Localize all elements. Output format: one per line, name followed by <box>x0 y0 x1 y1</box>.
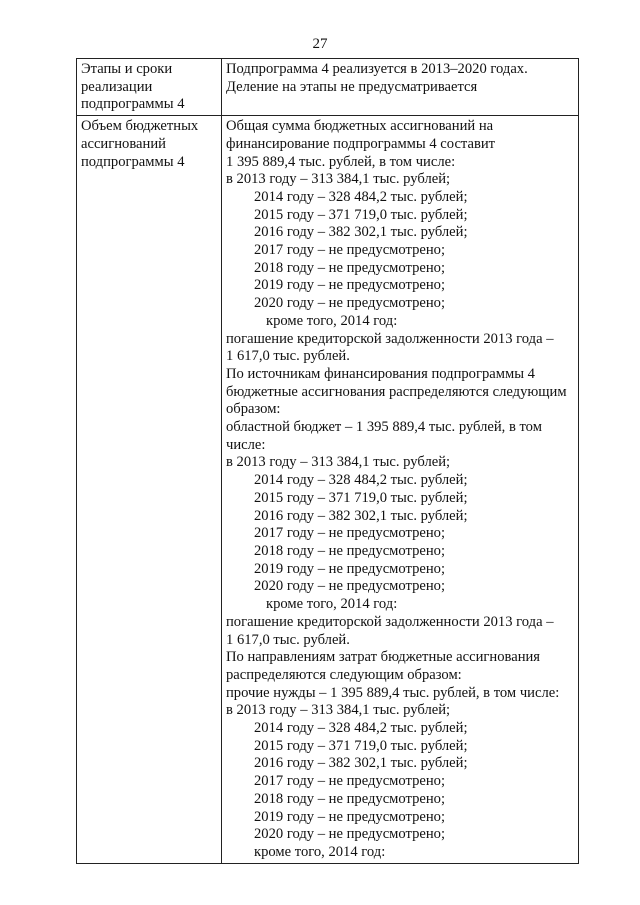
row-content-line: 1 617,0 тыс. рублей. <box>226 348 350 365</box>
row-label-line: реализации <box>81 78 153 95</box>
row-content-cell <box>222 59 579 116</box>
row-content-line: 2019 году – не предусмотрено; <box>254 560 446 577</box>
row-content-line: 1 395 889,4 тыс. рублей, в том числе: <box>226 153 456 170</box>
row-content-line: 2018 году – не предусмотрено; <box>254 790 446 807</box>
row-content-line: прочие нужды – 1 395 889,4 тыс. рублей, в том числе: <box>226 684 560 701</box>
row-content-line: 1 617,0 тыс. рублей. <box>226 631 350 648</box>
row-content-line: 2015 году – 371 719,0 тыс. рублей; <box>254 206 468 223</box>
row-content-line: кроме того, 2014 год: <box>254 843 386 860</box>
row-label-cell <box>77 116 222 864</box>
row-content-line: 2017 году – не предусмотрено; <box>254 242 446 259</box>
row-label-line: подпрограммы 4 <box>81 153 185 170</box>
row-content-line: Общая сумма бюджетных ассигнований на <box>226 118 494 135</box>
row-content-line: 2018 году – не предусмотрено; <box>254 259 446 276</box>
row-content-line: финансирование подпрограммы 4 составит <box>226 135 496 152</box>
page-number: 27 <box>312 36 328 52</box>
row-content-line: 2015 году – 371 719,0 тыс. рублей; <box>254 489 468 506</box>
row-content-line: погашение кредиторской задолженности 2013 года – <box>226 613 554 630</box>
row-content-line: 2018 году – не предусмотрено; <box>254 542 446 559</box>
row-content-line: 2016 году – 382 302,1 тыс. рублей; <box>254 224 468 241</box>
row-label-cell <box>77 59 222 116</box>
row-content-line: в 2013 году – 313 384,1 тыс. рублей; <box>226 702 451 719</box>
row-content-line: образом: <box>226 401 281 418</box>
row-content-line: 2014 году – 328 484,2 тыс. рублей; <box>254 188 468 205</box>
row-content-line: в 2013 году – 313 384,1 тыс. рублей; <box>226 454 451 471</box>
row-content-line: кроме того, 2014 год: <box>266 312 398 329</box>
row-label-line: Объем бюджетных <box>81 118 199 135</box>
row-content-line: числе: <box>226 436 266 453</box>
row-content-line: областной бюджет – 1 395 889,4 тыс. рублей, в том <box>226 419 542 436</box>
row-content-line: бюджетные ассигнования распределяются следующим <box>226 383 567 400</box>
subprogram-passport-table <box>76 58 579 864</box>
row-content-line: По источникам финансирования подпрограммы 4 <box>226 365 535 382</box>
row-content-line: Деление на этапы не предусматривается <box>226 78 478 95</box>
row-content-cell <box>222 116 579 864</box>
row-content-line: 2014 году – 328 484,2 тыс. рублей; <box>254 472 468 489</box>
row-content-line: Подпрограмма 4 реализуется в 2013–2020 годах. <box>226 61 528 77</box>
row-content-line: 2017 году – не предусмотрено; <box>254 525 446 542</box>
row-content-line: 2019 году – не предусмотрено; <box>254 808 446 825</box>
table-row <box>77 116 579 864</box>
row-content-line: 2016 году – 382 302,1 тыс. рублей; <box>254 755 468 772</box>
row-label-line: Этапы и сроки <box>81 61 173 77</box>
row-content-line: 2020 году – не предусмотрено; <box>254 826 446 843</box>
row-content-line: 2020 году – не предусмотрено; <box>254 578 446 595</box>
row-label-line: ассигнований <box>81 135 166 152</box>
row-content-line: 2015 году – 371 719,0 тыс. рублей; <box>254 737 468 754</box>
table-body <box>77 59 579 864</box>
row-content-line: 2019 году – не предусмотрено; <box>254 277 446 294</box>
row-content-line: распределяются следующим образом: <box>226 666 462 683</box>
row-content-line: кроме того, 2014 год: <box>266 596 398 613</box>
row-label-line: подпрограммы 4 <box>81 96 185 113</box>
row-content-line: погашение кредиторской задолженности 2013 года – <box>226 330 554 347</box>
table-row <box>77 59 579 116</box>
row-content-line: 2017 году – не предусмотрено; <box>254 773 446 790</box>
row-content-line: в 2013 году – 313 384,1 тыс. рублей; <box>226 171 451 188</box>
row-content-line: 2014 году – 328 484,2 тыс. рублей; <box>254 720 468 737</box>
row-content-line: По направлениям затрат бюджетные ассигнования <box>226 649 541 666</box>
row-content-line: 2020 году – не предусмотрено; <box>254 295 446 312</box>
row-content-line: 2016 году – 382 302,1 тыс. рублей; <box>254 507 468 524</box>
